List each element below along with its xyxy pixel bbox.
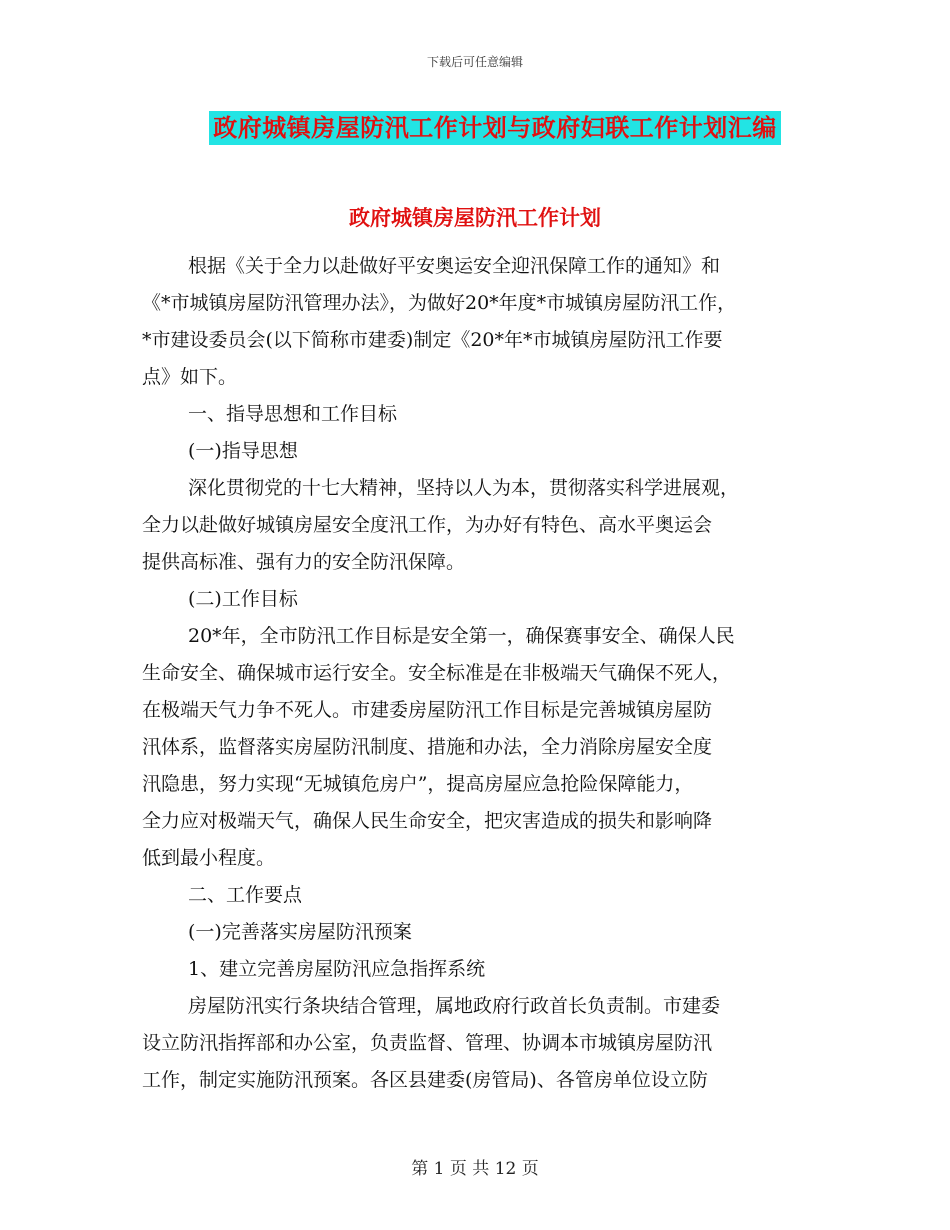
main-title: 政府城镇房屋防汛工作计划与政府妇联工作计划汇编 xyxy=(209,111,781,145)
paragraph-line: 工作，制定实施防汛预案。各区县建委(房管局)、各管房单位设立防 xyxy=(142,1069,708,1091)
paragraph-line: 全力以赴做好城镇房屋安全度汛工作，为办好有特色、高水平奥运会 xyxy=(142,514,713,536)
subheading-line: (一)指导思想 xyxy=(188,440,298,462)
paragraph-line: 低到最小程度。 xyxy=(142,847,276,869)
subheading-line: (二)工作目标 xyxy=(188,588,298,610)
heading-line: 一、指导思想和工作目标 xyxy=(188,403,398,425)
main-title-container xyxy=(0,111,950,145)
paragraph-line: 深化贯彻党的十七大精神，坚持以人为本，贯彻落实科学进展观， xyxy=(188,477,740,499)
paragraph-line: 根据《关于全力以赴做好平安奥运安全迎汛保障工作的通知》和 xyxy=(188,255,721,277)
paragraph-line: 设立防汛指挥部和办公室，负责监督、管理、协调本市城镇房屋防汛 xyxy=(142,1032,713,1054)
page-footer: 第 1 页 共 12 页 xyxy=(411,1159,539,1179)
paragraph-line: 《*市城镇房屋防汛管理办法》，为做好20*年度*市城镇房屋防汛工作， xyxy=(142,292,737,314)
paragraph-line: 汛隐患，努力实现“无城镇危房户”，提高房屋应急抢险保障能力， xyxy=(142,773,694,795)
paragraph-line: 点》如下。 xyxy=(142,366,238,388)
paragraph-line: 生命安全、确保城市运行安全。安全标准是在非极端天气确保不死人， xyxy=(142,662,732,684)
paragraph-line: 提供高标准、强有力的安全防汛保障。 xyxy=(142,551,466,573)
paragraph-line: 在极端天气力争不死人。市建委房屋防汛工作目标是完善城镇房屋防 xyxy=(142,699,713,721)
subheading-line: 1、建立完善房屋防汛应急指挥系统 xyxy=(188,958,486,980)
paragraph-line: 汛体系，监督落实房屋防汛制度、措施和办法，全力消除房屋安全度 xyxy=(142,736,713,758)
heading-line: 二、工作要点 xyxy=(188,884,303,906)
paragraph-line: 全力应对极端天气，确保人民生命安全，把灾害造成的损失和影响降 xyxy=(142,810,713,832)
section-title: 政府城镇房屋防汛工作计划 xyxy=(349,206,601,230)
paragraph-line: 20*年，全市防汛工作目标是安全第一，确保赛事安全、确保人民 xyxy=(188,625,735,647)
subheading-line: (一)完善落实房屋防汛预案 xyxy=(188,921,412,943)
header-note: 下载后可任意编辑 xyxy=(426,55,523,69)
document-body xyxy=(142,248,812,1099)
paragraph-line: *市建设委员会(以下简称市建委)制定《20*年*市城镇房屋防汛工作要 xyxy=(142,329,723,351)
paragraph-line: 房屋防汛实行条块结合管理，属地政府行政首长负责制。市建委 xyxy=(188,995,721,1017)
